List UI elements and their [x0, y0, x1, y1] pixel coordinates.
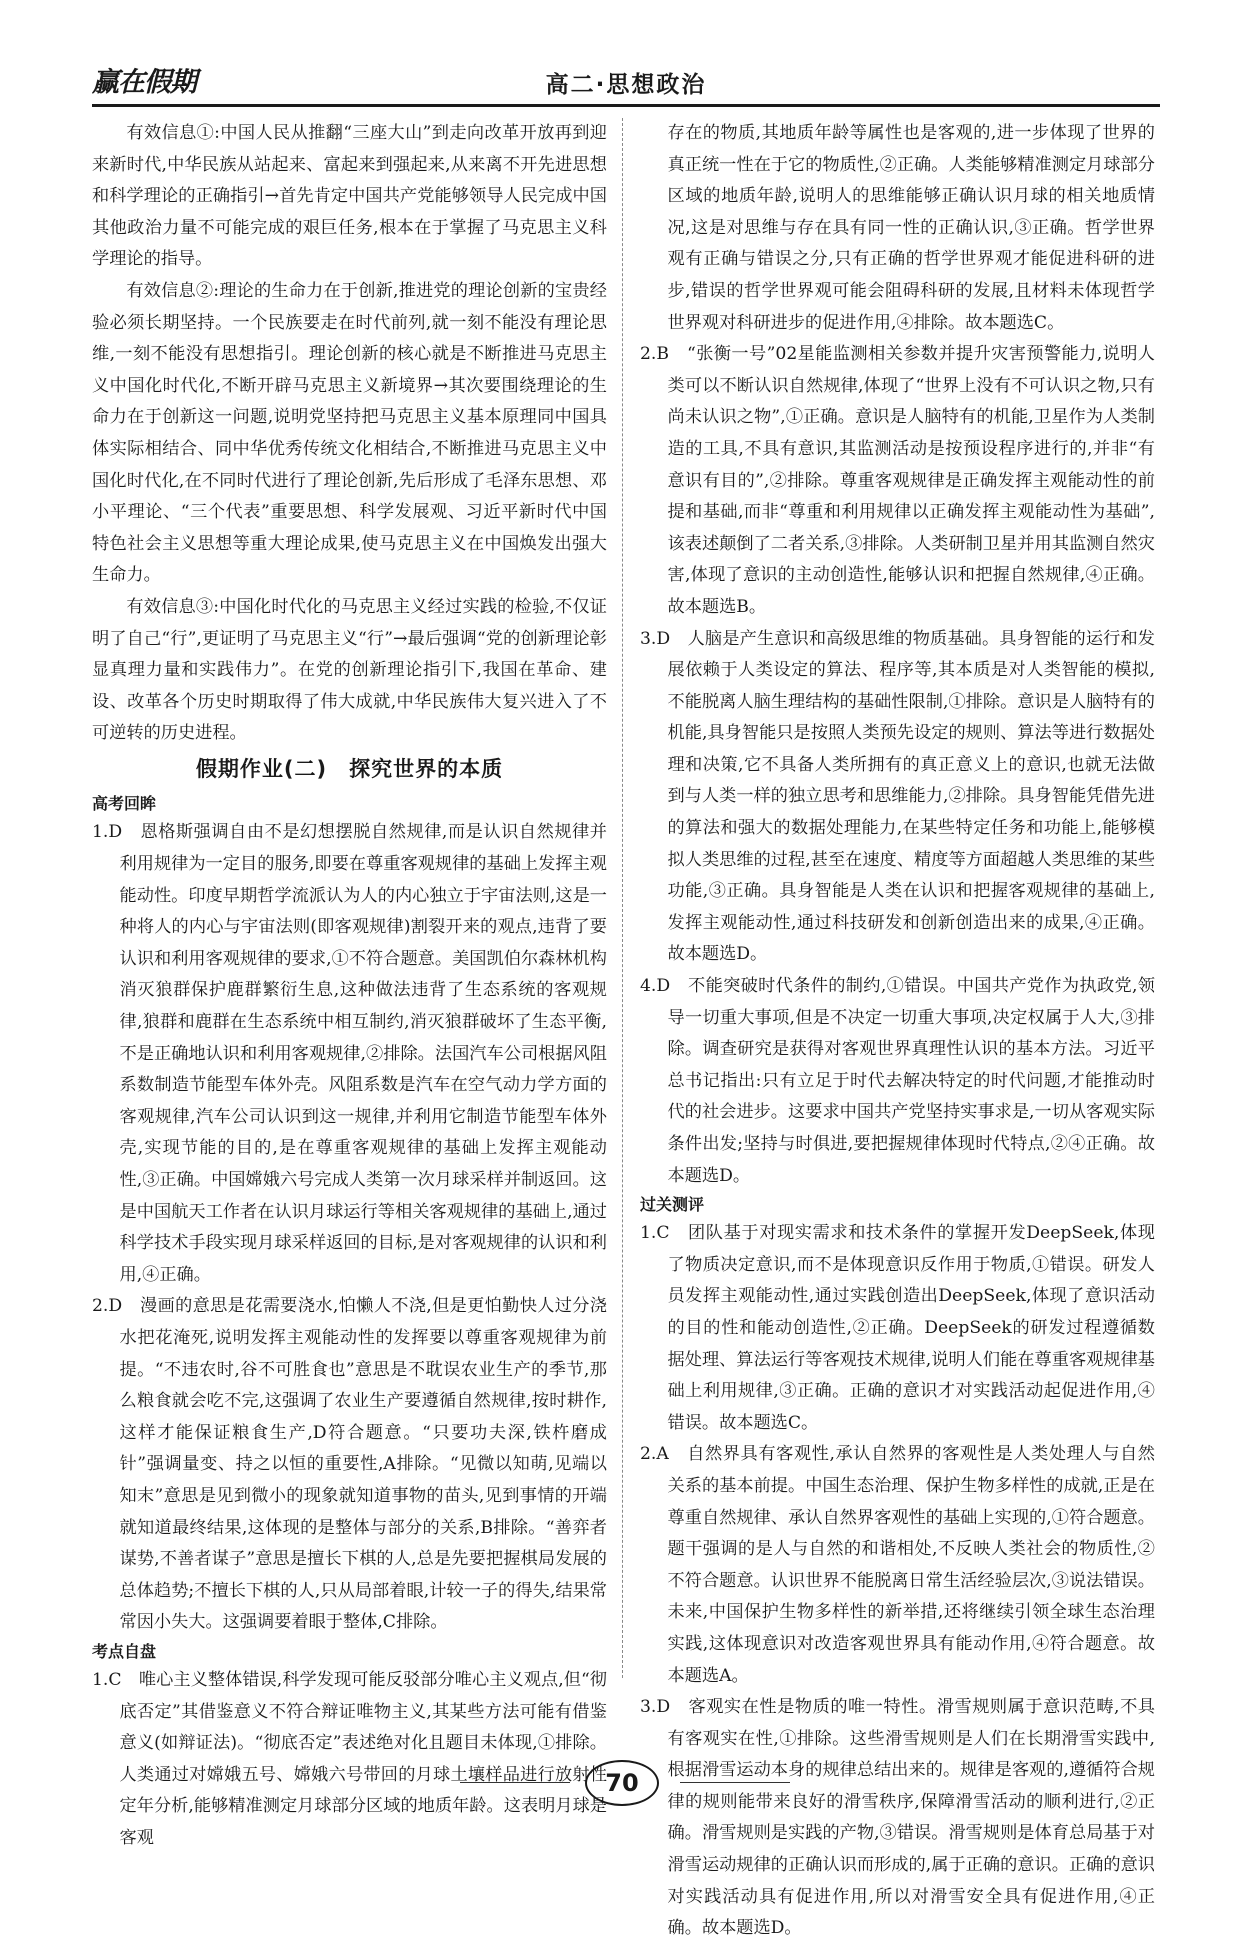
page-header: [92, 58, 1160, 107]
answer-item: 2.A 自然界具有客观性,承认自然界的客观性是人类处理人与自然关系的基本前提。中国生态治理、保护生物多样性的成就,正是在尊重自然规律、承认自然界客观性的基础上实现的,①符合题意。题干强调的是人与自然的和谐相处,不反映人类社会的物质性,②不符合题意。认识世界不能脱离日常生活经验层次,③说法错误。未来,中国保护生物多样性的新举措,还将继续引领全球生态治理实践,这体现意识对改造客观世界具有能动作用,④符合题意。故本题选A。: [640, 1444, 1155, 1686]
section-title: 假期作业(二) 探究世界的本质: [195, 756, 504, 781]
answer-item: 4.D 不能突破时代条件的制约,①错误。中国共产党作为执政党,领导一切重大事项,但是不决定一切重大事项,决定权属于人大,③排除。调查研究是获得对客观世界真理性认识的基本方法。习近平总书记指出:只有立足于时代去解决特定的时代问题,才能推动时代的社会进步。这要求中国共产党坚持实事求是,一切从客观实际条件出发;坚持与时俱进,要把握规律体现时代特点,②④正确。故本题选D。: [640, 976, 1155, 1186]
kaodian-heading: 考点自盘: [92, 1641, 157, 1661]
answer-item: 2.B “张衡一号”02星能监测相关参数并提升灾害预警能力,说明人类可以不断认识自然规律,体现了“世界上没有不可认识之物,只有尚未认识之物”,①正确。意识是人脑特有的机能,卫星作为人类制造的工具,不具有意识,其监测活动是按预设程序进行的,并非“有意识有目的”,②排除。尊重客观规律是正确发挥主观能动性的前提和基础,而非“尊重和利用规律以正确发挥主观能动性为基础”,该表述颠倒了二者关系,③排除。人类研制卫星并用其监测自然灾害,体现了意识的主动创造性,能够认识和把握自然规律,④正确。故本题选B。: [640, 344, 1155, 617]
answer-item-continued: 存在的物质,其地质年龄等属性也是客观的,进一步体现了世界的真正统一性在于它的物质性,②正确。人类能够精准测定月球部分区域的地质年龄,说明人的思维能够正确认识月球的相关地质情况,这是对思维与存在具有同一性的正确认识,③正确。哲学世界观有正确与错误之分,只有正确的哲学世界观才能促进科研的进步,错误的哲学世界观可能会阻碍科研的发展,且材料未体现哲学世界观对科研进步的促进作用,④排除。故本题选C。: [667, 123, 1155, 333]
subject-title: 高二·思想政治: [545, 72, 707, 98]
right-column: [640, 118, 1155, 1945]
footer-line-right: [680, 1782, 790, 1783]
answer-item: 1.C 团队基于对现实需求和技术条件的掌握开发DeepSeek,体现了物质决定意识,而不是体现意识反作用于物质,①错误。研发人员发挥主观能动性,通过实践创造出DeepSeek,体现了意识活动的目的性和能动创造性,②正确。DeepSeek的研发过程遵循数据处理、算法运行等客观技术规律,说明人们能在尊重客观规律基础上利用规律,③正确。正确的意识才对实践活动起促进作用,④错误。故本题选C。: [640, 1223, 1155, 1433]
guoguan-heading: 过关测评: [640, 1195, 705, 1215]
effective-info-1: 有效信息①:中国人民从推翻“三座大山”到走向改革开放再到迎来新时代,中华民族从站起来、富起来到强起来,从来离不开先进思想和科学理论的正确指引→首先肯定中国共产党能够领导人民完成中国其他政治力量不可能完成的艰巨任务,根本在于掌握了马克思主义科学理论的指导。: [92, 123, 607, 270]
footer-line-left: [460, 1782, 570, 1783]
answer-item: 3.D 客观实在性是物质的唯一特性。滑雪规则属于意识范畴,不具有客观实在性,①排除。这些滑雪规则是人们在长期滑雪实践中,根据滑雪运动本身的规律总结出来的。规律是客观的,遵循符合规律的规则能带来良好的滑雪秩序,保障滑雪活动的顺利进行,②正确。滑雪规则是实践的产物,③错误。滑雪规则是体育总局基于对滑雪运动规律的正确认识而形成的,属于正确的意识。正确的意识对实践活动具有促进作用,所以对滑雪安全具有促进作用,④正确。故本题选D。: [640, 1697, 1155, 1939]
effective-info-2: 有效信息②:理论的生命力在于创新,推进党的理论创新的宝贵经验必须长期坚持。一个民族要走在时代前列,就一刻不能没有理论思维,一刻不能没有思想指引。理论创新的核心就是不断推进马克思主义中国化时代化,不断开辟马克思主义新境界→其次要围绕理论的生命力在于创新这一问题,说明党坚持把马克思主义基本原理同中国具体实际相结合、同中华优秀传统文化相结合,不断推进马克思主义中国化时代化,在不同时代进行了理论创新,先后形成了毛泽东思想、邓小平理论、“三个代表”重要思想、科学发展观、习近平新时代中国特色社会主义思想等重大理论成果,使马克思主义在中国焕发出强大生命力。: [92, 280, 607, 586]
answer-item: 2.D 漫画的意思是花需要浇水,怕懒人不浇,但是更怕勤快人过分浇水把花淹死,说明发挥主观能动性的发挥要以尊重客观规律为前提。“不违农时,谷不可胜食也”意思是不耽误农业生产的季节,那么粮食就会吃不完,这强调了农业生产要遵循自然规律,按时耕作,这样才能保证粮食生产,D符合题意。“只要功夫深,铁杵磨成针”强调量变、持之以恒的重要性,A排除。“见微以知萌,见端以知末”意思是见到微小的现象就知道事物的苗头,见到事情的开端就知道最终结果,这体现的是整体与部分的关系,B排除。“善弈者谋势,不善者谋子”意思是擅长下棋的人,总是先要把握棋局发展的总体趋势;不擅长下棋的人,只从局部着眼,计较一子的得失,结果常常因小失大。这强调要着眼于整体,C排除。: [92, 1296, 607, 1633]
answer-item: 1.D 恩格斯强调自由不是幻想摆脱自然规律,而是认识自然规律并利用规律为一定目的服务,即要在尊重客观规律的基础上发挥主观能动性。印度早期哲学流派认为人的内心独立于宇宙法则,这是一种将人的内心与宇宙法则(即客观规律)割裂开来的观点,违背了要认识和利用客观规律的要求,①不符合题意。美国凯伯尔森林机构消灭狼群保护鹿群繁衍生息,这种做法违背了生态系统的客观规律,狼群和鹿群在生态系统中相互制约,消灭狼群破坏了生态平衡,不是正确地认识和利用客观规律,②排除。法国汽车公司根据风阻系数制造节能型车体外壳。风阻系数是汽车在空气动力学方面的客观规律,汽车公司认识到这一规律,并利用它制造节能型车体外壳,实现节能的目的,是在尊重客观规律的基础上发挥主观能动性,③正确。中国嫦娥六号完成人类第一次月球采样并制返回。这是中国航天工作者在认识月球运行等相关客观规律的基础上,通过科学技术手段实现月球采样返回的目标,是对客观规律的认识和利用,④正确。: [92, 822, 607, 1285]
left-column: [92, 118, 607, 1854]
answer-item: 1.C 唯心主义整体错误,科学发现可能反驳部分唯心主义观点,但“彻底否定”其借鉴意义不符合辩证唯物主义,其某些方法可能有借鉴意义(如辩证法)。“彻底否定”表述绝对化且题目未体现,①排除。人类通过对嫦娥五号、嫦娥六号带回的月球土壤样品进行放射性定年分析,能够精准测定月球部分区域的地质年龄。这表明月球是客观: [92, 1669, 607, 1848]
column-divider: [622, 118, 623, 1678]
gaokao-heading: 高考回眸: [92, 794, 157, 814]
page-number: 70: [585, 1760, 659, 1806]
page-footer: [0, 1758, 1250, 1808]
answer-item: 3.D 人脑是产生意识和高级思维的物质基础。具身智能的运行和发展依赖于人类设定的算法、程序等,其本质是对人类智能的模拟,不能脱离人脑生理结构的基础性限制,①排除。意识是人脑特有的机能,具身智能只是按照人类预先设定的规则、算法等进行数据处理和决策,它不具备人类所拥有的真正意义上的意识,也就无法做到与人类一样的独立思考和思维能力,②排除。具身智能凭借先进的算法和强大的数据处理能力,在某些特定任务和功能上,能够模拟人类思维的过程,甚至在速度、精度等方面超越人类思维的某些功能,③正确。具身智能是人类在认识和把握客观规律的基础上,发挥主观能动性,通过科技研发和创新创造出来的成果,④正确。故本题选D。: [640, 628, 1155, 965]
effective-info-3: 有效信息③:中国化时代化的马克思主义经过实践的检验,不仅证明了自己“行”,更证明了马克思主义“行”→最后强调“党的创新理论彰显真理力量和实践伟力”。在党的创新理论指引下,我国在革命、建设、改革各个历史时期取得了伟大成就,中华民族伟大复兴进入了不可逆转的历史进程。: [92, 596, 607, 744]
brand-logo: 赢在假期: [92, 67, 196, 98]
